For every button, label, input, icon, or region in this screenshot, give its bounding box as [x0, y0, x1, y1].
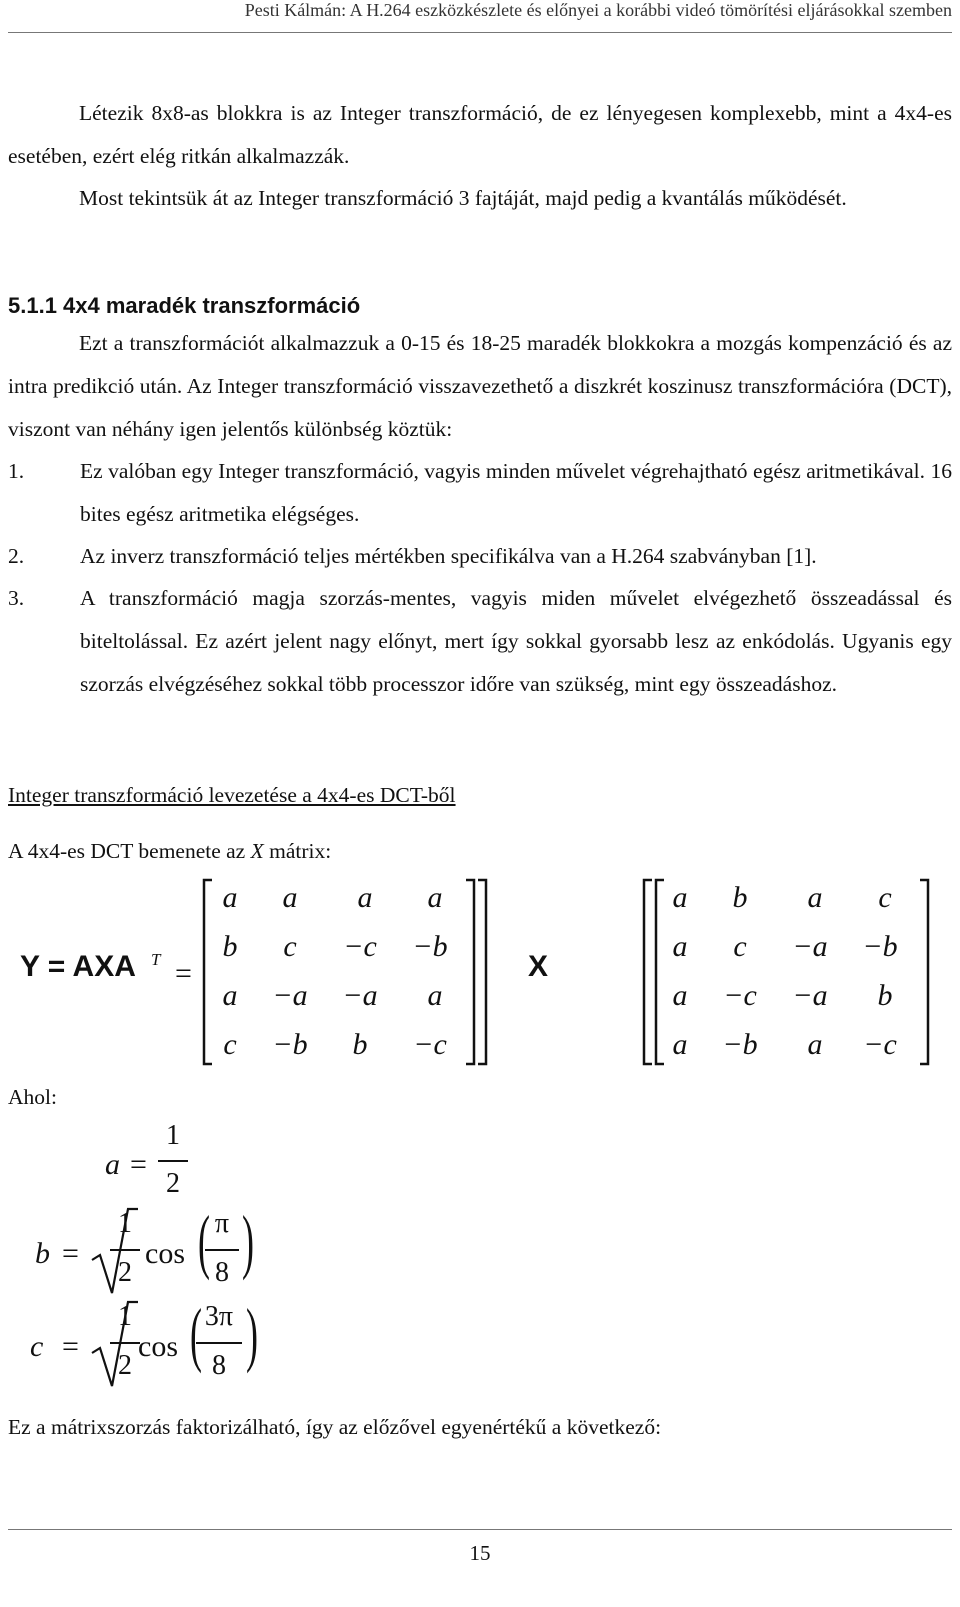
equation-middle-x: X: [528, 950, 549, 983]
matrix-cell: −b: [862, 930, 898, 963]
matrix-cell: c: [283, 930, 297, 963]
intro-paragraph-2: Most tekintsük át az Integer transzformáció 3 fajtáját, majd pedig a kvantálás működését.: [79, 186, 847, 210]
b-variable: b: [35, 1237, 50, 1270]
matrix-cell: b: [732, 881, 748, 914]
c-angle-bar: [196, 1342, 242, 1344]
matrix-cell: a: [222, 881, 238, 914]
list-item-text: Az inverz transzformáció teljes mértékben specifikálva van a H.264 szabványban [1].: [80, 544, 817, 568]
closing-sentence: Ez a mátrixszorzás faktorizálható, így az előzővel egyenértékű a következő:: [8, 1415, 662, 1439]
matrix-cell: a: [282, 881, 298, 914]
input-sentence-prefix: A 4x4-es DCT bemenete az: [8, 839, 251, 863]
matrix-cell: c: [733, 930, 747, 963]
matrix-cell: b: [877, 979, 893, 1012]
matrix-cell: a: [672, 979, 688, 1012]
matrix-cell: −a: [342, 979, 378, 1012]
page-number: 15: [469, 1541, 491, 1565]
matrix-cell: −b: [272, 1028, 308, 1061]
b-fraction-bar: [110, 1249, 140, 1251]
matrix-cell: −c: [413, 1028, 447, 1061]
matrix-cell: a: [672, 1028, 688, 1061]
matrix-cell: −b: [412, 930, 448, 963]
c-paren-left: (: [189, 1294, 202, 1374]
matrix-cell: a: [672, 930, 688, 963]
c-cos: cos: [138, 1330, 178, 1363]
c-denominator: 2: [118, 1350, 132, 1381]
matrix-cell: a: [672, 881, 688, 914]
b-paren-right: ): [241, 1201, 254, 1281]
matrix-cell: a: [427, 881, 443, 914]
input-sentence: [8, 830, 331, 873]
left-matrix: [200, 878, 460, 1068]
matrix-cell: −b: [722, 1028, 758, 1061]
equation-lhs-text: Y = AXA: [20, 950, 136, 983]
matrix-cell: −c: [343, 930, 377, 963]
input-variable: X: [250, 839, 264, 863]
c-variable: c: [30, 1330, 44, 1363]
matrix-cell: c: [878, 881, 892, 914]
c-fraction-bar: [110, 1342, 140, 1344]
matrix-cell: a: [427, 979, 443, 1012]
list-item-number: 1.: [8, 459, 25, 483]
where-label: Ahol:: [8, 1085, 57, 1109]
c-angle-numerator: 3π: [204, 1301, 234, 1332]
equation-lhs: [20, 950, 136, 984]
a-numerator: 1: [166, 1120, 180, 1151]
intro-paragraph-1: Létezik 8x8-as blokkra is az Integer transzformáció, de ez lényegesen komplexebb, mint a 4x4-es esetében, ezért elég ritkán alkalmazzák.: [8, 101, 952, 168]
a-equals: =: [130, 1148, 147, 1181]
footer-divider: [8, 1529, 952, 1530]
equation-equals: =: [175, 957, 192, 990]
running-header: Pesti Kálmán: A H.264 eszközkészlete és előnyei a korábbi videó tömörítési eljárásokkal szemben: [244, 0, 952, 20]
b-paren-left: (: [197, 1201, 210, 1281]
matrix-cell: −c: [723, 979, 757, 1012]
c-angle-denominator: 8: [212, 1350, 226, 1381]
list-item-number: 2.: [8, 544, 25, 568]
matrix-cell: b: [352, 1028, 368, 1061]
list-item: [0, 450, 960, 536]
c-numerator: 1: [118, 1301, 132, 1332]
matrix-cell: −a: [272, 979, 308, 1012]
header-divider: [8, 32, 952, 33]
list-item: [0, 577, 960, 749]
matrix-cell: b: [222, 930, 238, 963]
list-item-text: A transzformáció magja szorzás-mentes, vagyis miden művelet elvégezhető összeadással és biteltolással. Ez azért jelent nagy előnyt, mert így sokkal gyorsabb lesz az enkódolás. Ugyanis egy szorzás elvégzéséhez sokkal több processzor időre van szükség, mint egy összeadáshoz.: [80, 586, 952, 696]
list-item: [0, 535, 960, 578]
section-heading: 5.1.1 4x4 maradék transzformáció: [8, 293, 361, 318]
c-paren-right: ): [245, 1294, 258, 1374]
matrix-cell: a: [357, 881, 373, 914]
equation-superscript: T: [151, 950, 161, 969]
b-cos: cos: [145, 1237, 185, 1270]
b-numerator: 1: [118, 1208, 132, 1239]
section-paragraph: Ezt a transzformációt alkalmazzuk a 0-15 és 18-25 maradék blokkokra a mozgás kompenzáció és az intra predikció után. Az Integer transzformáció visszavezethető a diszkrét koszinusz transzformációra (DCT), viszont van néhány igen jelentős különbség köztük:: [8, 331, 952, 441]
list-item-text: Ez valóban egy Integer transzformáció, vagyis minden művelet végrehajtható egész aritmetikával. 16 bites egész aritmetika elégséges.: [80, 459, 952, 526]
b-angle-bar: [205, 1249, 239, 1251]
matrix-cell: c: [223, 1028, 237, 1061]
derivation-title: Integer transzformáció levezetése a 4x4-es DCT-ből: [8, 783, 456, 807]
b-equals: =: [62, 1237, 79, 1270]
input-sentence-suffix: mátrix:: [263, 839, 332, 863]
matrix-cell: a: [807, 881, 823, 914]
b-denominator: 2: [118, 1257, 132, 1288]
matrix-cell: a: [807, 1028, 823, 1061]
list-item-number: 3.: [8, 586, 25, 610]
c-equals: =: [62, 1330, 79, 1363]
right-matrix: [650, 878, 920, 1068]
matrix-cell: −c: [863, 1028, 897, 1061]
a-fraction-bar: [158, 1160, 188, 1162]
matrix-cell: a: [222, 979, 238, 1012]
matrix-cell: −a: [792, 979, 828, 1012]
matrix-cell: −a: [792, 930, 828, 963]
b-angle-numerator: π: [214, 1208, 230, 1239]
a-variable: a: [105, 1148, 120, 1181]
b-angle-denominator: 8: [215, 1257, 229, 1288]
a-denominator: 2: [166, 1168, 180, 1199]
